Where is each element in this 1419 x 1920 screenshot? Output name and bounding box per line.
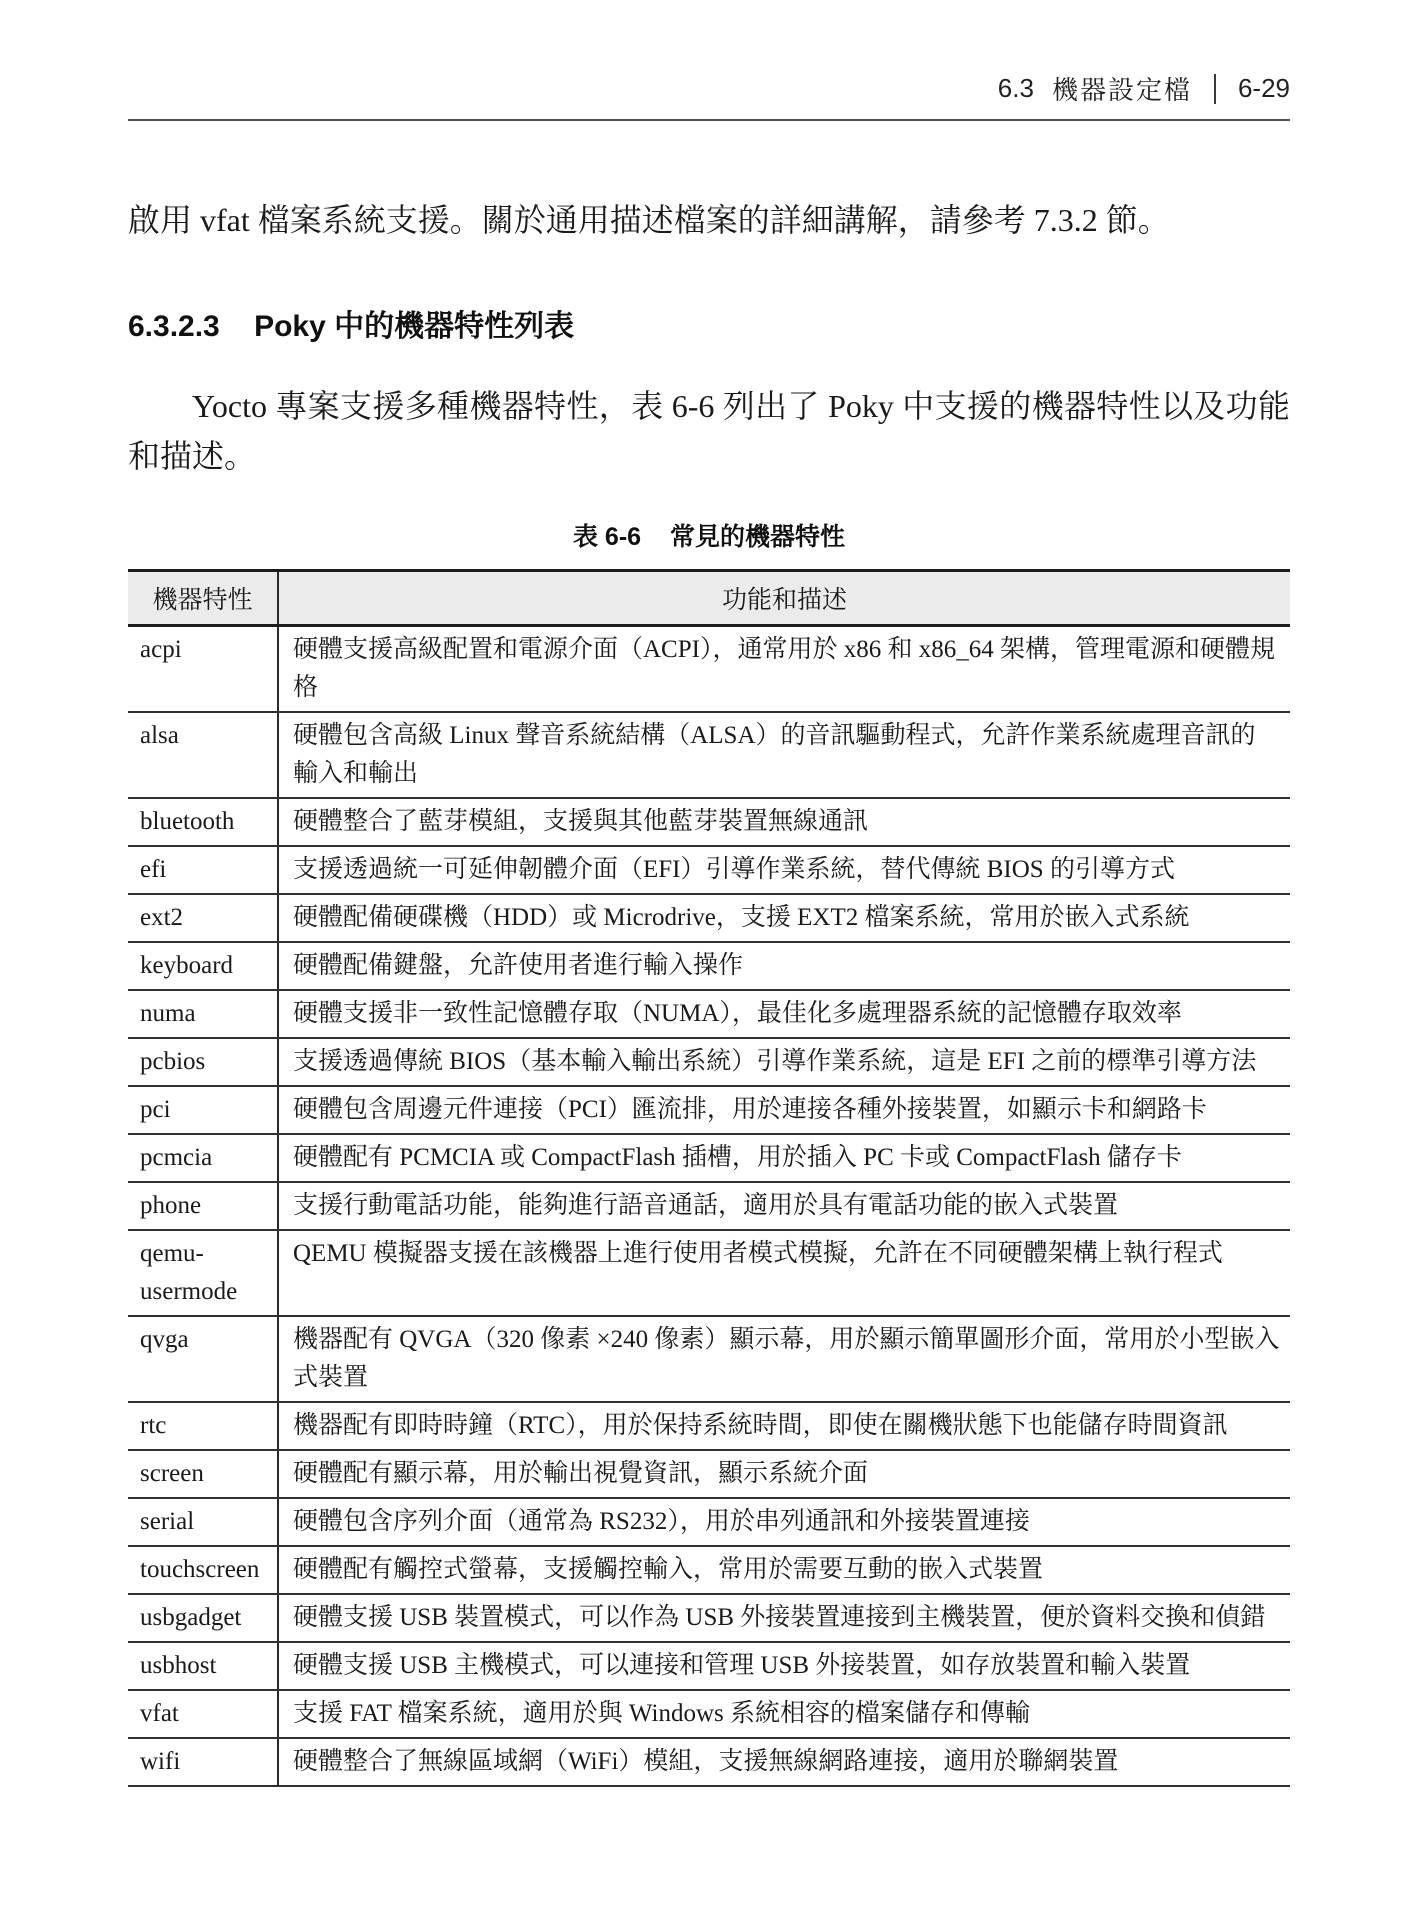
column-header-feature: 機器特性 <box>128 571 278 626</box>
feature-name-cell: qvga <box>128 1316 278 1402</box>
table-row <box>128 1546 1290 1594</box>
intro-paragraph: 啟用 vfat 檔案系統支援。關於通用描述檔案的詳細講解，請參考 7.3.2 節。 <box>128 202 1170 238</box>
table-row <box>128 894 1290 942</box>
table-row <box>128 1450 1290 1498</box>
feature-description-cell: QEMU 模擬器支援在該機器上進行使用者模式模擬，允許在不同硬體架構上執行程式 <box>278 1230 1290 1316</box>
section-heading-number: 6.3.2.3 <box>128 310 220 343</box>
feature-name-cell: keyboard <box>128 942 278 990</box>
header-section-title: 機器設定檔 <box>1051 75 1192 105</box>
table-caption-title: 常見的機器特性 <box>670 523 846 551</box>
table-row <box>128 1738 1290 1786</box>
feature-description-cell: 支援透過統一可延伸韌體介面（EFI）引導作業系統，替代傳統 BIOS 的引導方式 <box>278 846 1290 894</box>
feature-description-cell: 機器配有即時時鐘（RTC），用於保持系統時間，即使在關機狀態下也能儲存時間資訊 <box>278 1402 1290 1450</box>
table-row <box>128 1086 1290 1134</box>
feature-description-cell: 硬體配備鍵盤，允許使用者進行輸入操作 <box>278 942 1290 990</box>
table-row <box>128 1182 1290 1230</box>
feature-name-cell: rtc <box>128 1402 278 1450</box>
feature-name-cell: pcmcia <box>128 1134 278 1182</box>
table-row <box>128 1498 1290 1546</box>
table-row <box>128 990 1290 1038</box>
feature-description-cell: 支援 FAT 檔案系統，適用於與 Windows 系統相容的檔案儲存和傳輸 <box>278 1690 1290 1738</box>
table-body <box>128 626 1290 1787</box>
table-row <box>128 1230 1290 1316</box>
feature-description-cell: 硬體整合了無線區域網（WiFi）模組，支援無線網路連接，適用於聯網裝置 <box>278 1738 1290 1786</box>
feature-description-cell: 硬體包含周邊元件連接（PCI）匯流排，用於連接各種外接裝置，如顯示卡和網路卡 <box>278 1086 1290 1134</box>
feature-name-cell: screen <box>128 1450 278 1498</box>
feature-name-cell: alsa <box>128 712 278 798</box>
feature-name-cell: efi <box>128 846 278 894</box>
feature-description-cell: 硬體整合了藍芽模組，支援與其他藍芽裝置無線通訊 <box>278 798 1290 846</box>
table-row <box>128 1134 1290 1182</box>
feature-name-cell: bluetooth <box>128 798 278 846</box>
column-header-description: 功能和描述 <box>278 571 1290 626</box>
feature-description-cell: 硬體配有 PCMCIA 或 CompactFlash 插槽，用於插入 PC 卡或 CompactFlash 儲存卡 <box>278 1134 1290 1182</box>
feature-description-cell: 支援行動電話功能，能夠進行語音通話，適用於具有電話功能的嵌入式裝置 <box>278 1182 1290 1230</box>
feature-name-cell: qemu-usermode <box>128 1230 278 1316</box>
page-header <box>128 70 1290 121</box>
feature-name-cell: touchscreen <box>128 1546 278 1594</box>
section-heading-title: Poky 中的機器特性列表 <box>254 310 575 343</box>
feature-name-cell: vfat <box>128 1690 278 1738</box>
table-row <box>128 1316 1290 1402</box>
feature-description-cell: 硬體支援高級配置和電源介面（ACPI），通常用於 x86 和 x86_64 架構，管理電源和硬體規格 <box>278 626 1290 713</box>
feature-description-cell: 硬體支援非一致性記憶體存取（NUMA），最佳化多處理器系統的記憶體存取效率 <box>278 990 1290 1038</box>
feature-name-cell: serial <box>128 1498 278 1546</box>
feature-name-cell: ext2 <box>128 894 278 942</box>
feature-name-cell: numa <box>128 990 278 1038</box>
table-header-row <box>128 571 1290 626</box>
feature-name-cell: acpi <box>128 626 278 713</box>
table-row <box>128 846 1290 894</box>
table-row <box>128 942 1290 990</box>
feature-description-cell: 機器配有 QVGA（320 像素 ×240 像素）顯示幕，用於顯示簡單圖形介面，常用於小型嵌入式裝置 <box>278 1316 1290 1402</box>
feature-description-cell: 硬體支援 USB 裝置模式，可以作為 USB 外接裝置連接到主機裝置，便於資料交換和偵錯 <box>278 1594 1290 1642</box>
table-caption <box>128 517 1290 553</box>
table-row <box>128 798 1290 846</box>
section-heading <box>128 301 1290 345</box>
feature-description-cell: 硬體支援 USB 主機模式，可以連接和管理 USB 外接裝置，如存放裝置和輸入裝置 <box>278 1642 1290 1690</box>
feature-description-cell: 硬體包含高級 Linux 聲音系統結構（ALSA）的音訊驅動程式，允許作業系統處理音訊的輸入和輸出 <box>278 712 1290 798</box>
header-page-number: 6-29 <box>1237 73 1290 103</box>
table-row <box>128 1038 1290 1086</box>
feature-name-cell: usbgadget <box>128 1594 278 1642</box>
feature-description-cell: 硬體包含序列介面（通常為 RS232），用於串列通訊和外接裝置連接 <box>278 1498 1290 1546</box>
header-section-number: 6.3 <box>997 73 1034 103</box>
feature-description-cell: 硬體配有觸控式螢幕，支援觸控輸入，常用於需要互動的嵌入式裝置 <box>278 1546 1290 1594</box>
feature-name-cell: pcbios <box>128 1038 278 1086</box>
table-row <box>128 1690 1290 1738</box>
table-row <box>128 1642 1290 1690</box>
feature-name-cell: phone <box>128 1182 278 1230</box>
table-row <box>128 626 1290 713</box>
table-row <box>128 712 1290 798</box>
table-row <box>128 1402 1290 1450</box>
feature-name-cell: usbhost <box>128 1642 278 1690</box>
feature-name-cell: pci <box>128 1086 278 1134</box>
feature-description-cell: 硬體配有顯示幕，用於輸出視覺資訊，顯示系統介面 <box>278 1450 1290 1498</box>
body-paragraph: Yocto 專案支援多種機器特性，表 6-6 列出了 Poky 中支援的機器特性以及功能和描述。 <box>128 388 1290 474</box>
feature-description-cell: 硬體配備硬碟機（HDD）或 Microdrive，支援 EXT2 檔案系統，常用於嵌入式系統 <box>278 894 1290 942</box>
feature-description-cell: 支援透過傳統 BIOS（基本輸入輸出系統）引導作業系統，這是 EFI 之前的標準引導方法 <box>278 1038 1290 1086</box>
machine-features-table <box>128 569 1290 1787</box>
header-divider-line <box>1214 74 1216 104</box>
feature-name-cell: wifi <box>128 1738 278 1786</box>
table-row <box>128 1594 1290 1642</box>
table-caption-label: 表 6-6 <box>572 523 642 551</box>
